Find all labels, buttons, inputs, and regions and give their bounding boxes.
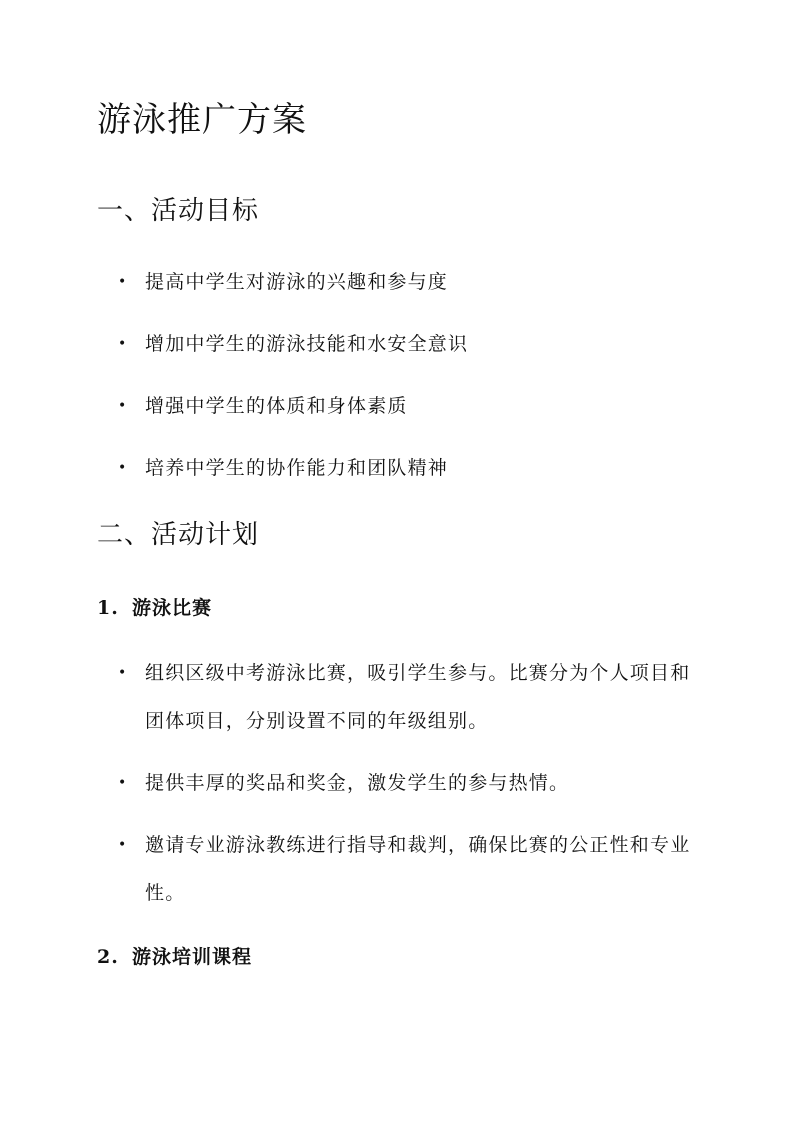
bullet-icon: •: [118, 460, 128, 476]
list-item-text: 培养中学生的协作能力和团队精神: [145, 457, 449, 479]
list-item-text: 增加中学生的游泳技能和水安全意识: [145, 333, 469, 355]
competition-list: [118, 649, 708, 921]
list-item-text: 增强中学生的体质和身体素质: [145, 395, 408, 417]
bullet-icon: •: [118, 274, 128, 290]
document-title: 游泳推广方案: [97, 100, 307, 140]
list-item-text: 提高中学生对游泳的兴趣和参与度: [145, 271, 449, 293]
list-item-text: 提供丰厚的奖品和奖金，激发学生的参与热情。: [145, 772, 570, 794]
list-item: [118, 268, 708, 330]
bullet-icon: •: [118, 398, 128, 414]
bullet-icon: •: [118, 336, 128, 352]
subsection-title: 游泳培训课程: [132, 946, 253, 968]
list-item: [118, 392, 708, 454]
list-item: [118, 330, 708, 392]
list-item: [118, 759, 708, 821]
list-item-text: 组织区级中考游泳比赛，吸引学生参与。比赛分为个人项目和团体项目，分别设置不同的年级组别。: [145, 662, 691, 732]
list-item: [118, 454, 708, 516]
subsection-title: 游泳比赛: [132, 597, 213, 619]
subsection-heading-training: [97, 943, 252, 971]
list-item: [118, 821, 708, 921]
list-item-text: 邀请专业游泳教练进行指导和裁判，确保比赛的公正性和专业性。: [145, 834, 691, 904]
goals-list: [118, 268, 708, 516]
subsection-number: 2.: [97, 946, 119, 968]
bullet-icon: •: [118, 837, 128, 853]
section-heading-goals: 一、活动目标: [97, 196, 260, 226]
section-heading-plan: 二、活动计划: [97, 520, 260, 550]
bullet-icon: •: [118, 775, 128, 791]
bullet-icon: •: [118, 665, 128, 681]
list-item: [118, 649, 708, 759]
subsection-number: 1.: [97, 597, 119, 619]
subsection-heading-competition: [97, 594, 212, 622]
